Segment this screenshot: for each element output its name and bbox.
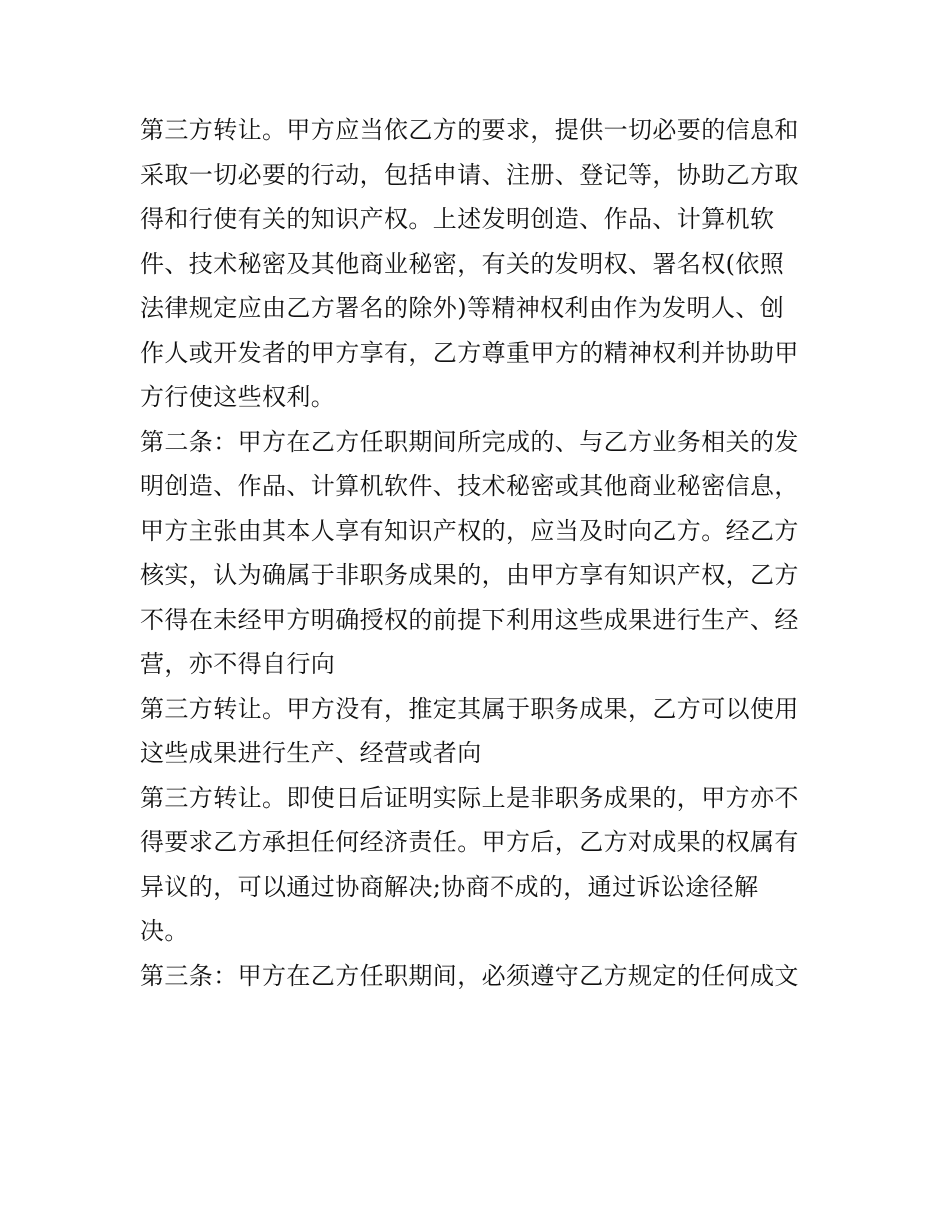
text-line: 核实，认为确属于非职务成果的，由甲方享有知识产权，乙方 bbox=[140, 561, 799, 589]
text-line: 第三条：甲方在乙方任职期间，必须遵守乙方规定的任何成文 bbox=[140, 961, 799, 990]
text-line: 采取一切必要的行动，包括申请、注册、登记等，协助乙方取 bbox=[140, 160, 799, 189]
text-line: 第二条：甲方在乙方任职期间所完成的、与乙方业务相关的发 bbox=[140, 427, 799, 456]
text-line: 第三方转让。甲方没有，推定其属于职务成果，乙方可以使用 bbox=[140, 694, 799, 723]
text-line: 方行使这些权利。 bbox=[140, 383, 336, 411]
text-line: 决。 bbox=[140, 917, 189, 945]
text-line: 异议的，可以通过协商解决;协商不成的，通过诉讼途径解 bbox=[140, 872, 759, 901]
text-line: 法律规定应由乙方署名的除外)等精神权利由作为发明人、创 bbox=[140, 294, 785, 322]
text-line: 不得在未经甲方明确授权的前提下利用这些成果进行生产、经 bbox=[140, 605, 799, 634]
document-body bbox=[140, 108, 820, 998]
text-line: 件、技术秘密及其他商业秘密，有关的发明权、署名权(依照 bbox=[140, 249, 785, 278]
text-line: 这些成果进行生产、经营或者向 bbox=[140, 739, 482, 767]
text-line: 第三方转让。即使日后证明实际上是非职务成果的，甲方亦不 bbox=[140, 783, 799, 812]
text-line: 营，亦不得自行向 bbox=[140, 650, 336, 678]
text-line: 作人或开发者的甲方享有，乙方尊重甲方的精神权利并协助甲 bbox=[140, 338, 799, 367]
text-line: 第三方转让。甲方应当依乙方的要求，提供一切必要的信息和 bbox=[140, 116, 799, 144]
text-line: 得要求乙方承担任何经济责任。甲方后，乙方对成果的权属有 bbox=[140, 828, 799, 856]
text-line: 明创造、作品、计算机软件、技术秘密或其他商业秘密信息， bbox=[140, 472, 799, 500]
text-line: 得和行使有关的知识产权。上述发明创造、作品、计算机软 bbox=[140, 205, 775, 233]
text-line: 甲方主张由其本人享有知识产权的，应当及时向乙方。经乙方 bbox=[140, 516, 799, 545]
